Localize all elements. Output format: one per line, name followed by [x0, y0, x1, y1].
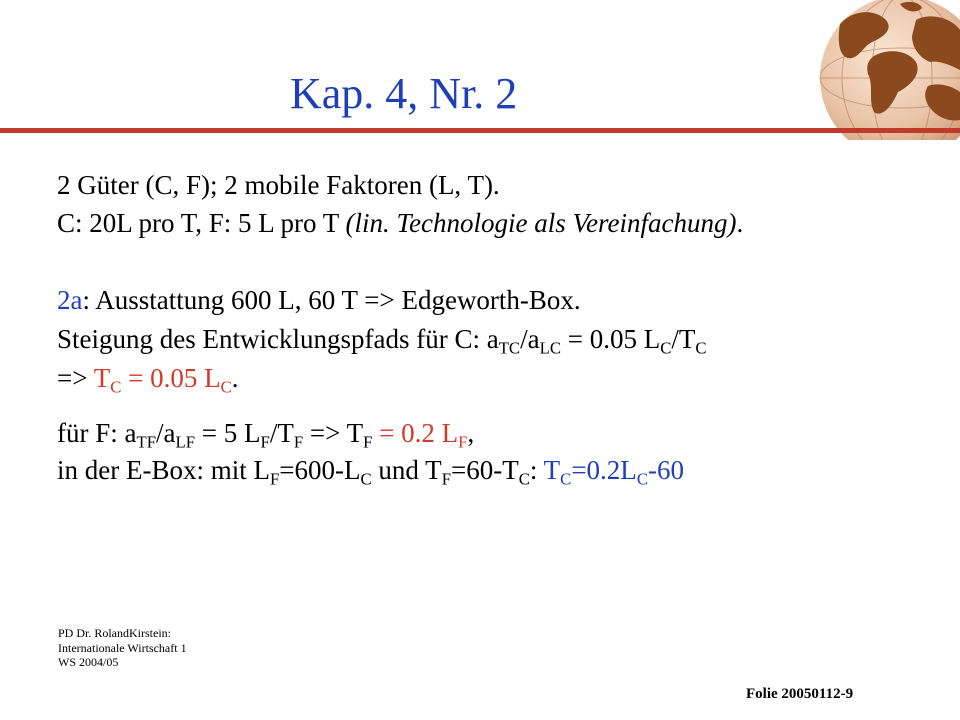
text-line-technology: C: 20L pro T, F: 5 L pro T (lin. Technologie als Vereinfachung). [57, 208, 744, 238]
text-line-result-c: => $T_C = 0.05$ $L_C$. [57, 363, 239, 397]
footer-course: Internationale Wirtschaft 1 [58, 640, 187, 655]
text-line-goods: 2 Güter (C, F); 2 mobile Faktoren (L, T). [57, 170, 500, 200]
title-rule [0, 128, 960, 133]
text-line-slope-c: Steigung des Entwicklungspfads für C: $a_{TC}/a_{LC} = 0.05$ $L_C/T_C$ [57, 324, 707, 358]
text-line-ebox: in der E-Box: mit $L_F=600-L_C$ und $T_F=60-T_C$: $T_C=0.2L_C-60$ [57, 455, 684, 489]
slide-number: Folie 20050112-9 [746, 686, 854, 702]
text-line-endowment: 2a: Ausstattung 600 L, 60 T => Edgeworth-Box. [57, 285, 581, 315]
text-line-slope-f: für F: $a_{TF}/a_{LF} = 5$ $L_F/T_F => T_F = 0.2$ $L_F$, [57, 418, 475, 452]
slide-title: Kap. 4, Nr. 2 [290, 69, 518, 118]
globe-icon [812, 0, 960, 140]
footer-info [58, 626, 187, 670]
footer-term: WS 2004/05 [58, 655, 119, 669]
footer-author: PD Dr. RolandKirstein: [58, 626, 171, 640]
